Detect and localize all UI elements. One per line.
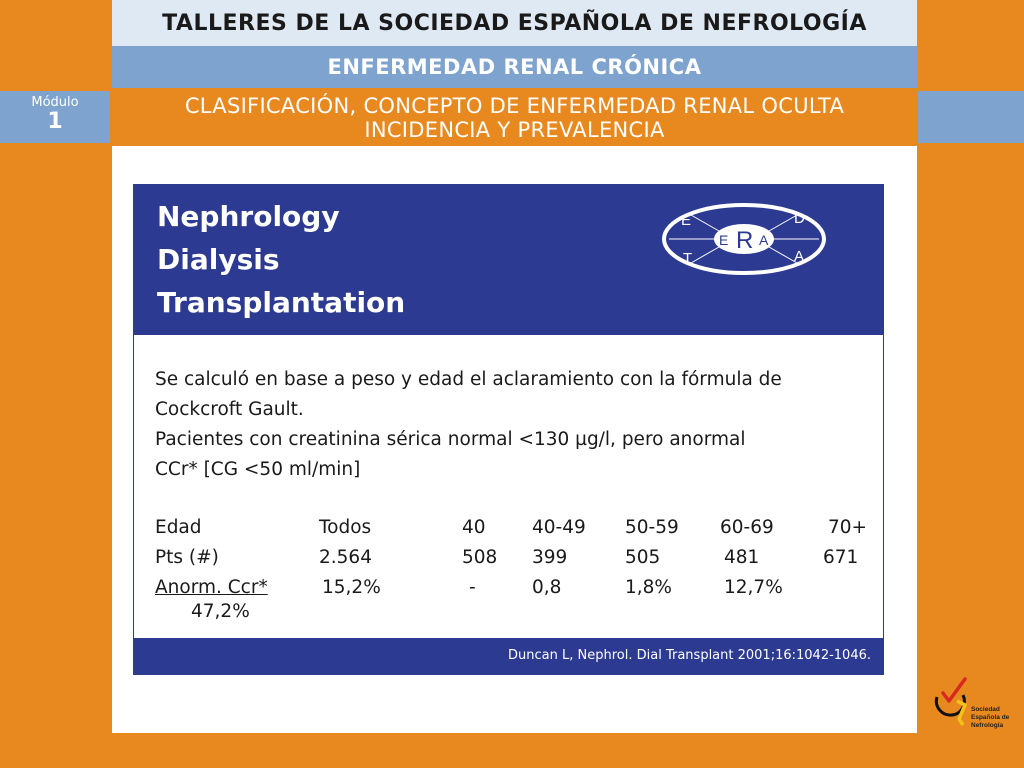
module-badge	[0, 91, 110, 143]
description-line-1: Se calculó en base a peso y edad el aclaramiento con la fórmula de	[155, 369, 782, 390]
logo-letter-e-inner: E	[719, 232, 729, 248]
logo-letter-e-outer: E	[681, 212, 692, 229]
description-line-4: CCr* [CG <50 ml/min]	[155, 459, 361, 480]
society-name-line1: Sociedad	[971, 706, 1000, 713]
table-header-age-40: 40	[462, 517, 486, 538]
table-cell-anorm-50-59: 1,8%	[625, 577, 672, 598]
module-title-line1: CLASIFICACIÓN, CONCEPTO DE ENFERMEDAD RENAL OCULTA	[184, 94, 845, 118]
table-cell-anorm-40-49: 0,8	[532, 577, 562, 598]
table-cell-pts-todos: 2.564	[319, 547, 372, 568]
table-cell-anorm-40: -	[469, 577, 476, 598]
description-line-2: Cockcroft Gault.	[155, 399, 304, 420]
table-header-edad: Edad	[155, 517, 202, 538]
module-title-line2: INCIDENCIA Y PREVALENCIA	[364, 118, 665, 142]
logo-letter-a-inner: A	[759, 232, 769, 248]
table-header-age-60-69: 60-69	[720, 517, 774, 538]
table-header-age-40-49: 40-49	[532, 517, 586, 538]
description-line-3: Pacientes con creatinina sérica normal <130 µg/l, pero anormal	[155, 429, 746, 450]
table-cell-anorm-60-69: 12,7%	[724, 577, 783, 598]
logo-letter-r: R	[736, 227, 754, 254]
society-logo	[933, 675, 1013, 735]
society-name-line2: Española de	[971, 714, 1010, 721]
journal-word-2: Dialysis	[157, 243, 280, 276]
study-description	[155, 365, 865, 485]
table-row-label-pts: Pts (#)	[155, 547, 219, 568]
module-label: Módulo	[31, 95, 79, 110]
article-slide	[133, 184, 884, 675]
table-cell-anorm-70-plus: 47,2%	[191, 601, 250, 622]
logo-letter-a-outer: A	[794, 248, 805, 265]
table-header-todos: Todos	[319, 517, 372, 538]
journal-name	[157, 195, 405, 324]
module-number: 1	[47, 109, 63, 134]
logo-letter-t: T	[683, 250, 693, 267]
logo-letter-d: D	[794, 210, 805, 227]
era-edta-logo	[661, 201, 827, 277]
table-cell-anorm-todos: 15,2%	[322, 577, 381, 598]
journal-word-3: Transplantation	[157, 286, 406, 319]
module-title	[112, 91, 917, 143]
section-title: ENFERMEDAD RENAL CRÓNICA	[112, 46, 917, 88]
table-cell-pts-70-plus: 671	[823, 547, 859, 568]
workshop-title: TALLERES DE LA SOCIEDAD ESPAÑOLA DE NEFROLOGÍA	[112, 0, 917, 46]
table-cell-pts-40: 508	[462, 547, 498, 568]
society-name-line3: Nefrología	[971, 722, 1004, 729]
citation: Duncan L, Nephrol. Dial Transplant 2001;16:1042-1046.	[134, 638, 883, 674]
table-cell-pts-60-69: 481	[724, 547, 760, 568]
journal-banner	[134, 185, 883, 335]
table-header-age-70-plus: 70+	[828, 517, 868, 538]
right-accent-box	[918, 91, 1024, 143]
table-cell-pts-50-59: 505	[625, 547, 661, 568]
table-cell-pts-40-49: 399	[532, 547, 568, 568]
table-row-label-anorm: Anorm. Ccr*	[155, 577, 268, 598]
journal-word-1: Nephrology	[157, 200, 340, 233]
table-header-age-50-59: 50-59	[625, 517, 679, 538]
